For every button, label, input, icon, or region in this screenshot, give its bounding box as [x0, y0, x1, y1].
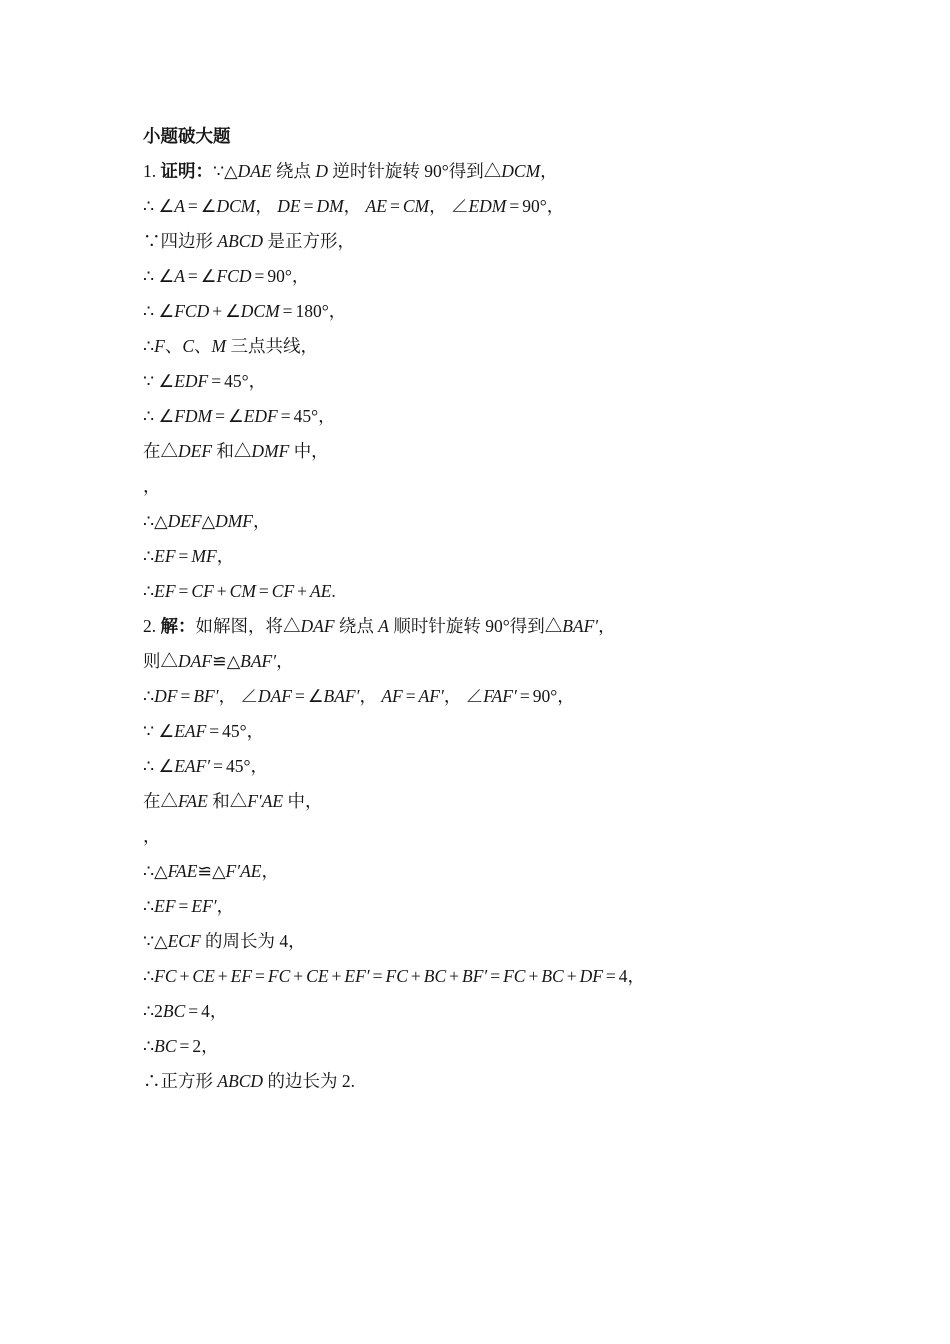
- math-run: BC: [162, 1001, 186, 1021]
- math-run: M: [211, 336, 227, 356]
- operator: +: [297, 581, 308, 601]
- operator: +: [217, 966, 228, 986]
- proof-line: [143, 889, 910, 924]
- math-run: ECF: [167, 931, 201, 951]
- operator: =: [280, 406, 291, 426]
- text-run: ，: [276, 651, 294, 671]
- math-run: EF: [154, 896, 176, 916]
- text-run: 90°，: [267, 266, 310, 286]
- text-run: ，: [143, 826, 161, 846]
- math-run: DAE: [237, 161, 272, 181]
- math-run: DMF: [215, 511, 253, 531]
- text-run: 4，: [201, 1001, 228, 1021]
- text-run: ∴: [143, 966, 155, 986]
- text-run: 如解图，将△: [195, 616, 301, 636]
- text-run: 则△: [143, 651, 178, 671]
- math-run: CE: [306, 966, 329, 986]
- proof-line: [143, 259, 910, 294]
- math-run: AF′: [418, 686, 444, 706]
- proof-line: [143, 959, 910, 994]
- math-run: ABCD: [217, 1071, 264, 1091]
- math-run: EDF: [243, 406, 278, 426]
- math-run: BF′: [462, 966, 488, 986]
- operator: +: [293, 966, 304, 986]
- problem-number: 1.: [143, 161, 161, 181]
- proof-line: [143, 574, 910, 609]
- proof-line: [143, 364, 910, 399]
- math-run: CM: [229, 581, 256, 601]
- text-run: ∴正方形: [143, 1071, 218, 1091]
- math-run: A: [174, 266, 185, 286]
- operator: =: [209, 721, 220, 741]
- operator: +: [216, 581, 227, 601]
- math-run: DAF: [257, 686, 292, 706]
- proof-line: [143, 469, 910, 504]
- math-run: AE: [365, 196, 387, 216]
- proof-line: [143, 504, 910, 539]
- text-run: 是正方形，: [263, 231, 355, 251]
- math-run: FC: [503, 966, 526, 986]
- proof-line: [143, 924, 910, 959]
- text-run: ∴ ∠: [143, 406, 175, 426]
- text-run: 45°，: [293, 406, 336, 426]
- proof-line: [143, 294, 910, 329]
- proof-line: [143, 434, 910, 469]
- text-run: ∴ ∠: [143, 196, 175, 216]
- math-run: BAF′: [562, 616, 599, 636]
- text-run: ，: [255, 196, 278, 216]
- text-run: ∴: [143, 686, 155, 706]
- operator: =: [405, 686, 416, 706]
- text-run: ∵△: [213, 161, 238, 181]
- problem-label: 解：: [160, 616, 196, 636]
- proof-line: [143, 994, 910, 1029]
- text-run: ，: [253, 511, 271, 531]
- math-run: BC: [154, 1036, 177, 1056]
- text-run: 中，: [289, 441, 329, 461]
- proof-line: [143, 329, 910, 364]
- proof-line: [143, 399, 910, 434]
- problem-1-solution: [143, 154, 910, 609]
- operator: =: [211, 371, 222, 391]
- operator: +: [212, 301, 223, 321]
- text-run: ∴: [143, 336, 155, 356]
- math-run: FCD: [216, 266, 252, 286]
- text-run: ≌△: [197, 861, 226, 881]
- text-run: 在△: [143, 791, 178, 811]
- text-run: ∠: [225, 301, 241, 321]
- text-run: 逆时针旋转 90°得到△: [328, 161, 502, 181]
- math-run: DAF: [178, 651, 213, 671]
- math-run: AF: [381, 686, 403, 706]
- text-run: ，: [598, 616, 616, 636]
- operator: =: [255, 966, 265, 986]
- operator: =: [188, 1001, 199, 1021]
- math-run: CF: [271, 581, 295, 601]
- proof-line: [143, 539, 910, 574]
- math-run: EAF′: [174, 756, 211, 776]
- math-run: DCM: [240, 301, 280, 321]
- text-run: 绕点: [271, 161, 316, 181]
- operator: =: [215, 406, 225, 426]
- proof-line: [143, 189, 910, 224]
- proof-line: [143, 784, 910, 819]
- math-run: A: [378, 616, 389, 636]
- math-run: BC: [541, 966, 564, 986]
- math-run: DAF: [300, 616, 335, 636]
- text-run: ∵四边形: [143, 231, 218, 251]
- operator: =: [178, 581, 189, 601]
- text-run: ，: [343, 196, 366, 216]
- text-run: 的边长为 2.: [263, 1071, 355, 1091]
- text-run: 三点共线，: [226, 336, 318, 356]
- operator: =: [254, 266, 265, 286]
- text-run: ∠: [307, 686, 324, 706]
- text-run: ，: [143, 476, 161, 496]
- math-run: DMF: [251, 441, 290, 461]
- text-run: ∴ ∠: [143, 301, 175, 321]
- proof-line: [143, 1029, 910, 1064]
- text-run: 和△: [212, 441, 252, 461]
- text-run: 、: [164, 336, 183, 356]
- proof-line: [143, 749, 910, 784]
- text-run: ， ∠: [443, 686, 484, 706]
- operator: =: [490, 966, 501, 986]
- math-run: AE: [310, 581, 332, 601]
- math-run: EF′: [191, 896, 217, 916]
- math-run: EF′: [344, 966, 370, 986]
- math-run: DCM: [501, 161, 541, 181]
- math-run: DF: [579, 966, 603, 986]
- text-run: 绕点: [334, 616, 379, 636]
- operator: =: [179, 1036, 190, 1056]
- math-run: EF: [230, 966, 253, 986]
- text-run: ∴: [143, 896, 155, 916]
- math-run: ABCD: [217, 231, 264, 251]
- operator: +: [410, 966, 421, 986]
- text-run: 4，: [618, 966, 646, 986]
- math-run: FAF′: [483, 686, 517, 706]
- text-run: 45°，: [224, 371, 267, 391]
- text-run: ，: [261, 861, 279, 881]
- operator: =: [178, 546, 189, 566]
- proof-line: [143, 679, 910, 714]
- problem-2-solution: [143, 609, 910, 1099]
- proof-line: [143, 714, 910, 749]
- text-run: ∴△: [143, 511, 168, 531]
- math-run: EF: [154, 581, 176, 601]
- operator: =: [213, 756, 223, 776]
- operator: =: [282, 301, 293, 321]
- document-content: [143, 119, 910, 1099]
- math-run: EAF: [174, 721, 207, 741]
- text-run: 、: [194, 336, 212, 356]
- math-run: CM: [402, 196, 430, 216]
- operator: =: [519, 686, 530, 706]
- operator: +: [179, 966, 190, 986]
- proof-line: [143, 819, 910, 854]
- text-run: ∠: [227, 406, 244, 426]
- text-run: ∵ ∠: [143, 721, 175, 741]
- operator: =: [294, 686, 305, 706]
- operator: =: [509, 196, 520, 216]
- operator: +: [449, 966, 459, 986]
- operator: =: [303, 196, 314, 216]
- operator: +: [528, 966, 539, 986]
- math-run: BAF′: [323, 686, 360, 706]
- math-run: FAE: [178, 791, 208, 811]
- operator: =: [605, 966, 616, 986]
- math-run: EF: [154, 546, 176, 566]
- math-run: BF′: [193, 686, 219, 706]
- text-run: ， ∠: [218, 686, 258, 706]
- text-run: 的周长为 4，: [200, 931, 306, 951]
- text-run: 45°，: [222, 721, 265, 741]
- text-run: ，: [359, 686, 382, 706]
- text-run: ∴ ∠: [143, 266, 175, 286]
- operator: =: [178, 896, 189, 916]
- operator: +: [331, 966, 342, 986]
- text-run: ∵ ∠: [143, 371, 175, 391]
- proof-line: [143, 154, 910, 189]
- text-run: ∴: [143, 546, 155, 566]
- text-run: 中，: [283, 791, 323, 811]
- math-run: DEF: [167, 511, 202, 531]
- text-run: ∵△: [143, 931, 168, 951]
- text-run: 在△: [143, 441, 178, 461]
- text-run: 顺时针旋转 90°得到△: [388, 616, 563, 636]
- text-run: 90°，: [532, 686, 575, 706]
- text-run: 和△: [207, 791, 248, 811]
- problem-label: 证明：: [160, 161, 213, 181]
- math-run: F′AE: [247, 791, 284, 811]
- math-run: DF: [154, 686, 178, 706]
- math-run: F′AE: [225, 861, 262, 881]
- text-run: 45°，: [225, 756, 268, 776]
- text-run: ∠: [200, 196, 217, 216]
- text-run: .: [331, 581, 336, 601]
- math-run: DM: [316, 196, 344, 216]
- text-run: ∴2: [143, 1001, 163, 1021]
- math-run: DEF: [178, 441, 213, 461]
- text-run: ，: [216, 546, 235, 566]
- text-run: ∴△: [143, 861, 168, 881]
- text-run: 180°，: [295, 301, 347, 321]
- text-run: ，: [216, 896, 235, 916]
- section-heading: 小题破大题: [143, 126, 231, 146]
- math-run: FDM: [174, 406, 213, 426]
- math-run: CE: [192, 966, 215, 986]
- text-run: 90°，: [522, 196, 565, 216]
- text-run: ∴ ∠: [143, 756, 175, 776]
- text-run: ∴: [143, 1036, 155, 1056]
- proof-line: [143, 609, 910, 644]
- operator: =: [180, 686, 191, 706]
- proof-line: [143, 1064, 910, 1099]
- math-run: CF: [191, 581, 214, 601]
- math-run: FC: [267, 966, 291, 986]
- math-run: D: [315, 161, 329, 181]
- math-run: BAF′: [240, 651, 277, 671]
- problem-number: 2.: [143, 616, 161, 636]
- text-run: ≌△: [212, 651, 241, 671]
- math-run: DCM: [216, 196, 256, 216]
- operator: =: [258, 581, 269, 601]
- math-run: MF: [191, 546, 217, 566]
- text-run: △: [201, 511, 216, 531]
- math-run: EDF: [174, 371, 209, 391]
- proof-line: [143, 854, 910, 889]
- math-run: FC: [154, 966, 177, 986]
- text-run: ∴: [143, 581, 155, 601]
- operator: =: [389, 196, 400, 216]
- proof-line: [143, 644, 910, 679]
- operator: +: [566, 966, 577, 986]
- math-run: F: [154, 336, 165, 356]
- math-run: FC: [385, 966, 408, 986]
- math-run: DE: [277, 196, 301, 216]
- math-run: A: [174, 196, 185, 216]
- text-run: 2，: [192, 1036, 219, 1056]
- math-run: FCD: [174, 301, 210, 321]
- operator: =: [372, 966, 383, 986]
- math-run: C: [182, 336, 195, 356]
- math-run: EDM: [468, 196, 507, 216]
- text-run: ， ∠: [429, 196, 469, 216]
- math-run: BC: [423, 966, 447, 986]
- operator: =: [187, 266, 198, 286]
- proof-line: [143, 224, 910, 259]
- text-run: ∠: [200, 266, 217, 286]
- operator: =: [187, 196, 198, 216]
- text-run: ，: [540, 161, 558, 181]
- math-run: FAE: [167, 861, 198, 881]
